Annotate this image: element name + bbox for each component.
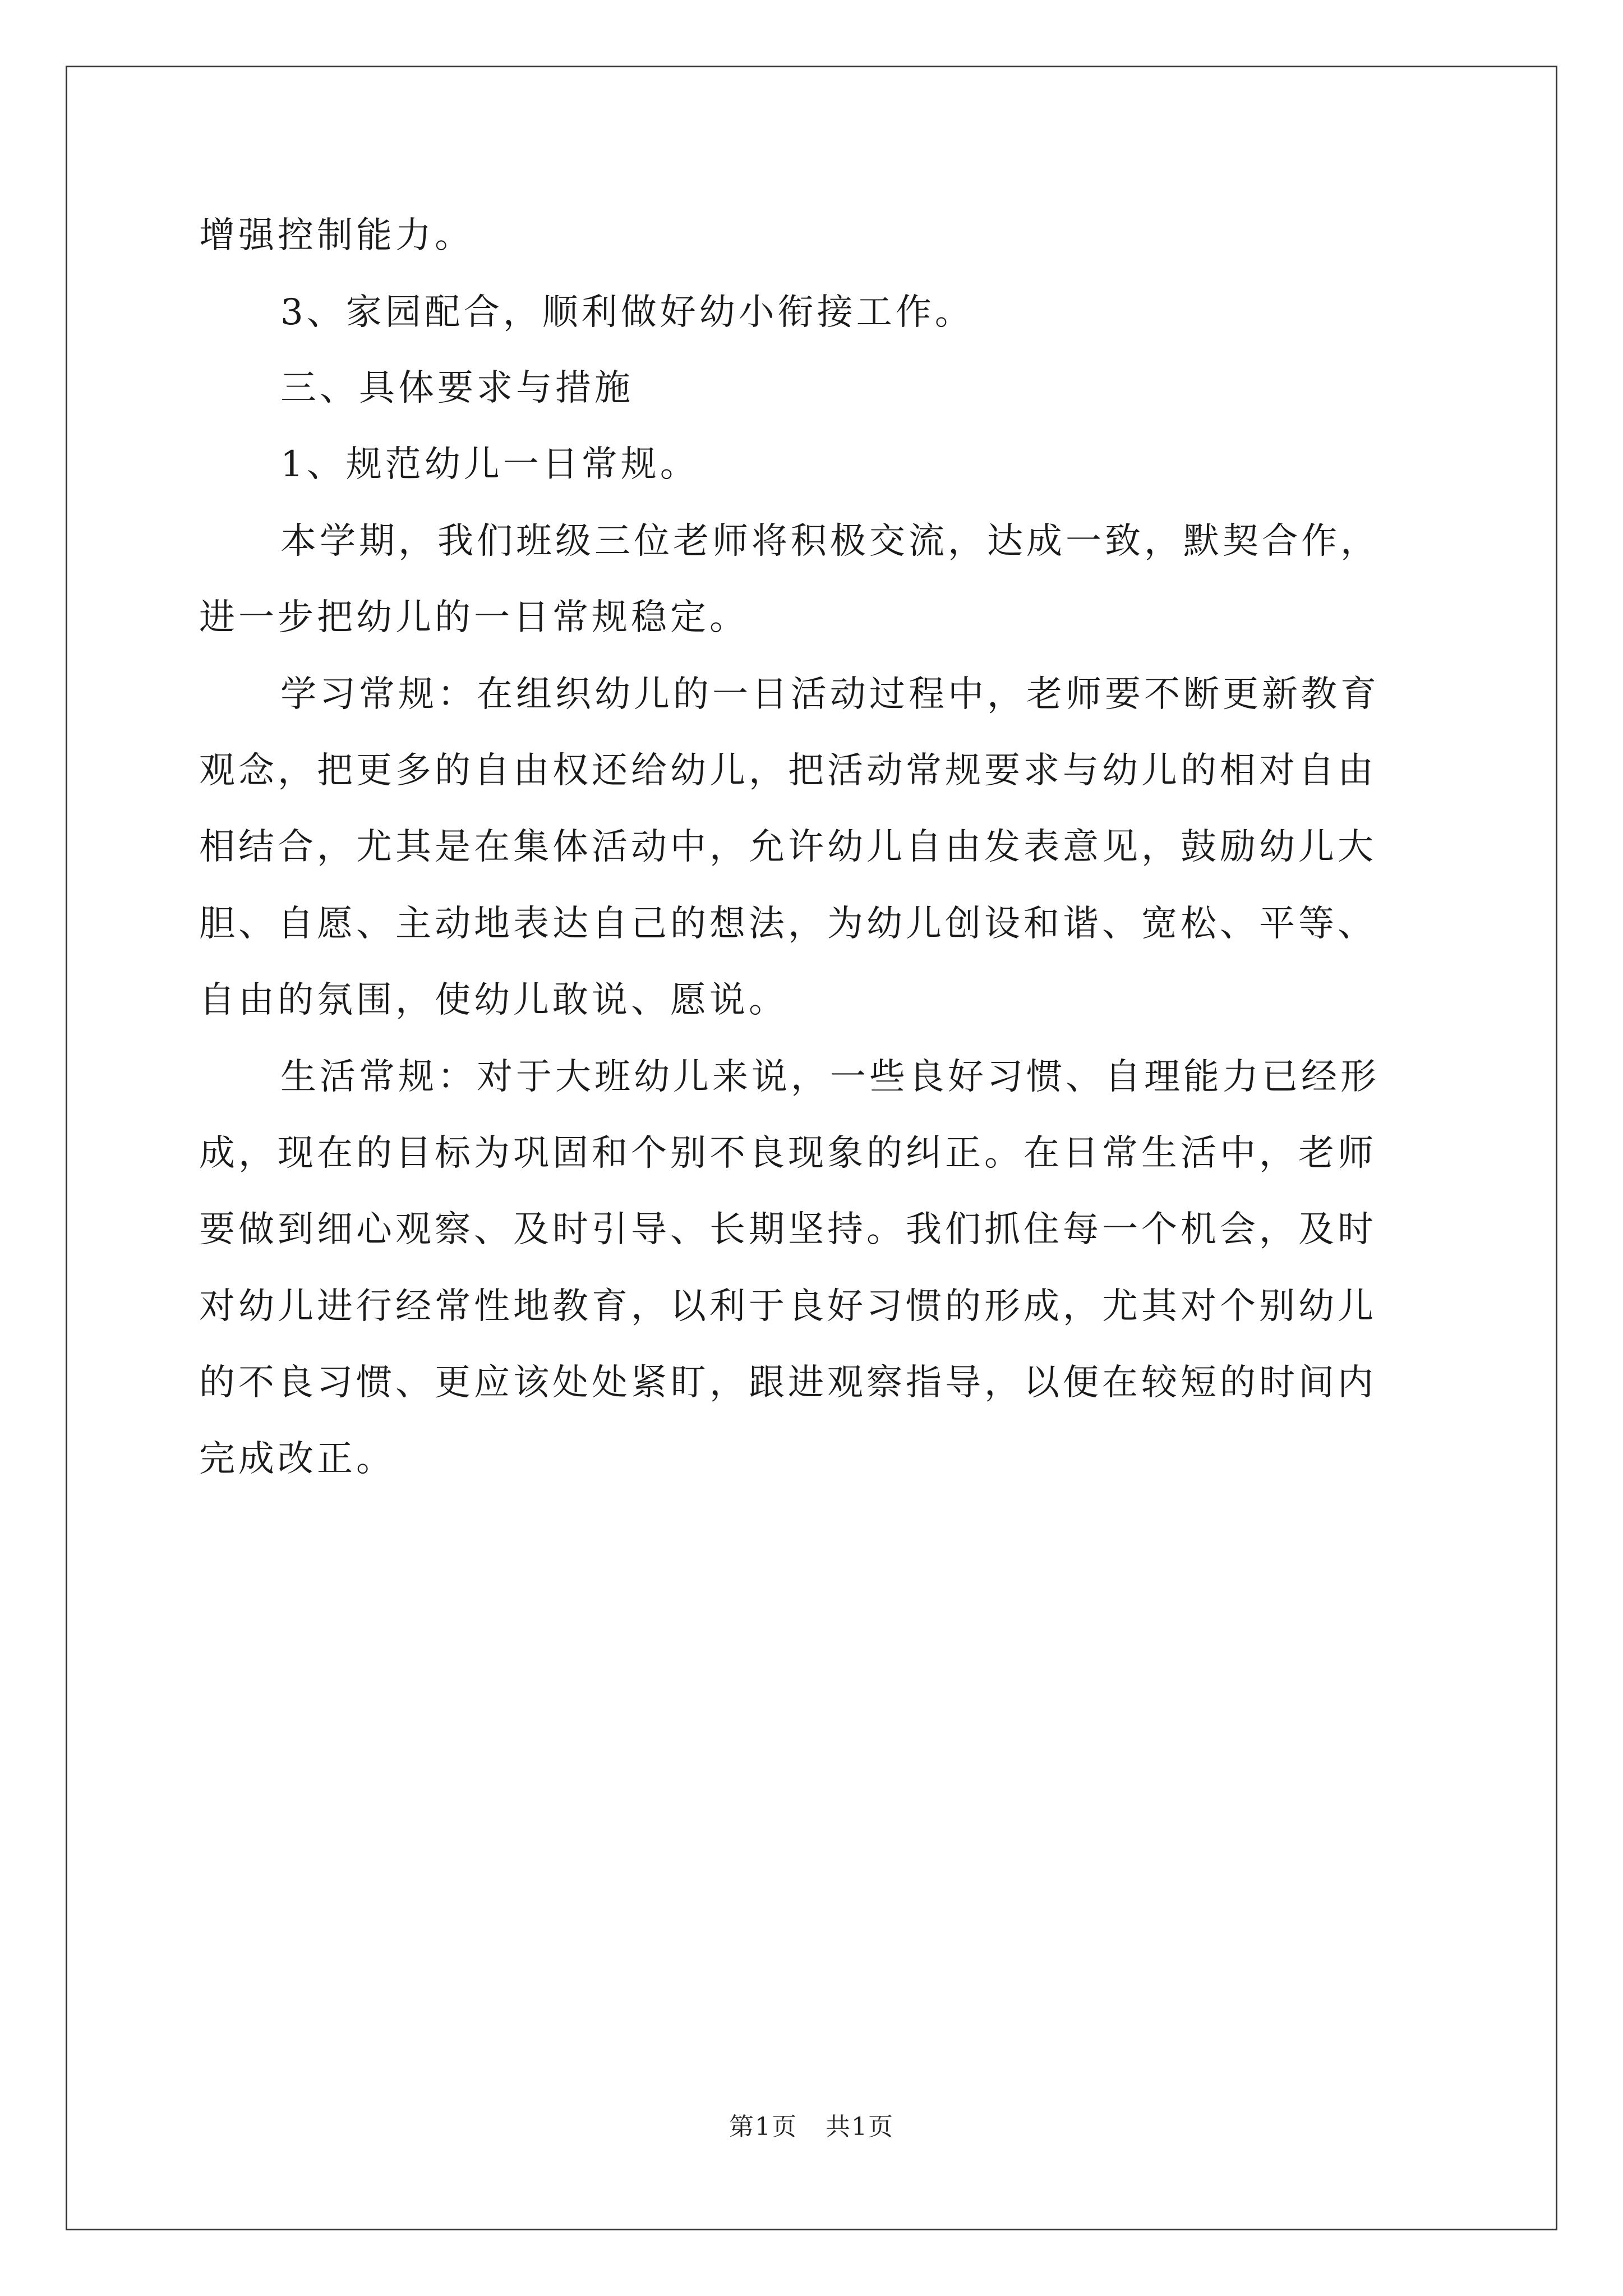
paragraph-line: 胆、自愿、主动地表达自己的想法，为幼儿创设和谐、宽松、平等、 [199, 903, 1377, 945]
paragraph-line: 增强控制能力。 [199, 215, 474, 256]
paragraph-line: 进一步把幼儿的一日常规稳定。 [199, 597, 749, 638]
page-total: 共1页 [826, 2113, 894, 2141]
subheading: 1、规范幼儿一日常规。 [280, 444, 699, 485]
paragraph-line: 成，现在的目标为巩固和个别不良现象的纠正。在日常生活中，老师 [199, 1133, 1377, 1174]
paragraph-line: 3、家园配合，顺利做好幼小衔接工作。 [280, 292, 974, 333]
paragraph-line: 自由的氛围，使幼儿敢说、愿说。 [199, 979, 788, 1021]
page-number: 第1页 [729, 2113, 797, 2141]
paragraph-line: 完成改正。 [199, 1438, 395, 1480]
paragraph-line: 相结合，尤其是在集体活动中，允许幼儿自由发表意见，鼓励幼儿大 [199, 826, 1377, 868]
paragraph-line: 生活常规：对于大班幼儿来说，一些良好习惯、自理能力已经形 [280, 1056, 1380, 1098]
paragraph-line: 对幼儿进行经常性地教育，以利于良好习惯的形成，尤其对个别幼儿 [199, 1286, 1377, 1327]
paragraph-line: 要做到细心观察、及时引导、长期坚持。我们抓住每一个机会，及时 [199, 1209, 1377, 1250]
paragraph-line: 学习常规：在组织幼儿的一日活动过程中，老师要不断更新教育 [280, 674, 1380, 715]
paragraph-line: 观念，把更多的自由权还给幼儿，把活动常规要求与幼儿的相对自由 [199, 750, 1377, 792]
page-footer [0, 2106, 1623, 2142]
section-heading: 三、具体要求与措施 [280, 367, 634, 409]
paragraph-line: 本学期，我们班级三位老师将积极交流，达成一致，默契合作， [280, 521, 1380, 562]
paragraph-line: 的不良习惯、更应该处处紧盯，跟进观察指导，以便在较短的时间内 [199, 1362, 1377, 1404]
